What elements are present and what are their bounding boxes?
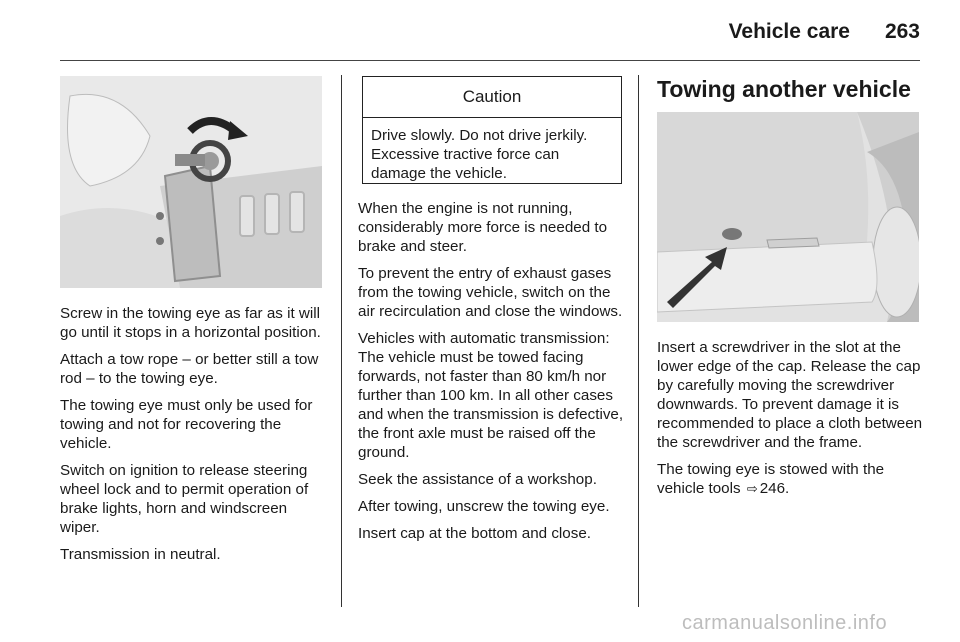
towing-eye-illustration xyxy=(60,76,322,288)
middle-column-text xyxy=(358,199,626,551)
paragraph: The towing eye must only be used for towing and not for recovering the vehicle. xyxy=(60,397,313,452)
caution-text: Drive slowly. Do not drive jerkily. Excessive tractive force can damage the vehicle. xyxy=(371,127,588,182)
paragraph: When the engine is not running, considerably more force is needed to brake and steer. xyxy=(358,200,608,255)
watermark: carmanualsonline.info xyxy=(682,612,888,634)
paragraph: To prevent the entry of exhaust gases from the towing vehicle, switch on the air recirculation and close the windows. xyxy=(358,265,623,320)
bumper-cap-illustration xyxy=(657,112,919,322)
paragraph-stowed xyxy=(657,460,925,498)
paragraph: Transmission in neutral. xyxy=(60,546,221,563)
paragraph: Seek the assistance of a workshop. xyxy=(358,471,597,488)
column-divider-left xyxy=(341,75,342,607)
reference-page-link[interactable]: 246. xyxy=(759,480,790,497)
paragraph: Switch on ignition to release steering wheel lock and to permit operation of brake lights, horn and windscreen wiper. xyxy=(60,462,309,536)
paragraph: Insert a screwdriver in the slot at the lower edge of the cap. Release the cap by carefully moving the screwdriver downwards. To prevent damage it is recommended to place a cloth between the screwdriver and the frame. xyxy=(657,339,923,451)
page-header-title: Vehicle care xyxy=(728,20,850,43)
paragraph: After towing, unscrew the towing eye. xyxy=(358,498,610,515)
column-divider-right xyxy=(638,75,639,607)
caution-box xyxy=(362,76,622,184)
right-column-text xyxy=(657,338,925,506)
section-heading: Towing another vehicle xyxy=(657,76,911,102)
stowed-text: The towing eye is stowed with the vehicle tools xyxy=(657,461,885,497)
left-column-text xyxy=(60,304,325,572)
paragraph: Screw in the towing eye as far as it will go until it stops in a horizontal position. xyxy=(60,305,321,341)
header-rule xyxy=(60,60,920,61)
paragraph: Attach a tow rope – or better still a tow rod – to the towing eye. xyxy=(60,351,319,387)
paragraph: Vehicles with automatic transmission: The vehicle must be towed facing forwards, not faster than 80 km/h nor further than 100 km. In all other cases and when the transmission is defective, the front axle must be raised off the ground. xyxy=(358,330,624,461)
page-number: 263 xyxy=(884,20,920,43)
reference-arrow-icon: ⇨ xyxy=(746,481,758,496)
caution-title: Caution xyxy=(363,77,621,118)
paragraph: Insert cap at the bottom and close. xyxy=(358,525,592,542)
